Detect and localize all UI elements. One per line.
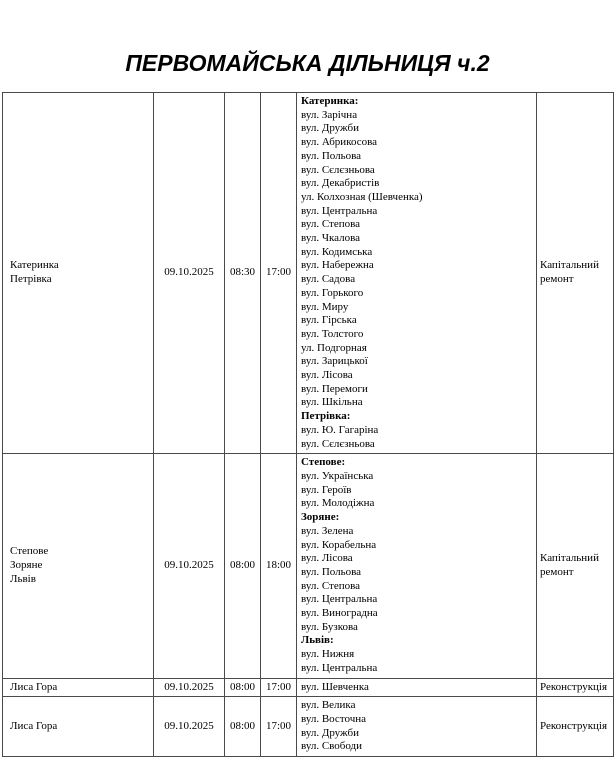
end-time-cell: 17:00 [261,93,297,454]
locality-name: Степове [10,545,49,558]
street-name: вул. Абрикосова [301,136,378,149]
street-name: вул. Зарічна [301,108,358,121]
end-time-cell: 17:00 [261,678,297,697]
street-name: вул. Бузкова [301,620,358,633]
street-name: вул. Гірська [301,314,357,327]
locality-name: Петрівка [10,273,52,286]
locality-name: Катеринка [10,259,59,272]
work-type-cell: Реконструкція [537,678,614,697]
locality-cell [3,454,154,678]
street-name: вул. Польова [301,565,362,578]
street-name: вул. Героїв [301,483,352,496]
street-name: вул. Молодіжна [301,497,375,510]
street-name: вул. Сєлєзньова [301,437,375,450]
page-title: ПЕРВОМАЙСЬКА ДІЛЬНИЦЯ ч.2 [125,50,490,76]
settlement-heading: Зоряне: [301,511,340,524]
work-type-cell: Капітальний ремонт [537,454,614,678]
streets-cell [297,697,537,757]
street-name: вул. Восточна [301,712,366,725]
street-name: вул. Велика [301,699,356,712]
date-cell: 09.10.2025 [154,93,225,454]
locality-cell [3,678,154,697]
street-name: вул. Зелена [301,524,354,537]
street-name: вул. Виноградна [301,607,378,620]
street-name: вул. Українська [301,469,374,482]
street-name: вул. Степова [301,218,361,231]
street-name: вул. Польова [301,149,362,162]
streets-cell [297,454,537,678]
locality-name: Лиса Гора [10,680,58,693]
street-name: вул. Центральна [301,593,378,606]
street-name: вул. Дружби [301,726,359,739]
street-name: вул. Центральна [301,204,378,217]
table-row [3,697,614,757]
locality-cell [3,93,154,454]
work-type-cell: Реконструкція [537,697,614,757]
streets-cell [297,93,537,454]
street-name: ул. Колхозная (Шевченка) [301,190,423,203]
table-row [3,454,614,678]
street-name: вул. Толстого [301,327,364,340]
street-name: вул. Чкалова [301,232,361,245]
locality-name: Зоряне [10,559,43,572]
street-name: вул. Лісова [301,552,353,565]
end-time-cell: 17:00 [261,697,297,757]
date-cell: 09.10.2025 [154,678,225,697]
date-cell: 09.10.2025 [154,697,225,757]
street-name: вул. Зарицької [301,355,368,368]
settlement-heading: Катеринка: [301,95,359,107]
start-time-cell: 08:00 [225,454,261,678]
street-name: вул. Кодимська [301,245,373,258]
table-row [3,93,614,454]
street-name: вул. Сєлєзньова [301,163,375,176]
street-name: ул. Подгорная [301,341,367,354]
street-name: вул. Декабристів [301,177,380,190]
schedule-table-body [3,93,614,757]
end-time-cell: 18:00 [261,454,297,678]
start-time-cell: 08:30 [225,93,261,454]
street-name: вул. Миру [301,300,349,313]
street-name: вул. Горького [301,286,364,299]
street-name: вул. Корабельна [301,538,377,551]
street-name: вул. Шевченка [301,680,369,693]
street-name: вул. Лісова [301,369,353,382]
date-cell: 09.10.2025 [154,454,225,678]
work-type-cell: Капітальний ремонт [537,93,614,454]
locality-cell [3,697,154,757]
street-name: вул. Нижня [301,648,355,661]
street-name: вул. Степова [301,579,361,592]
start-time-cell: 08:00 [225,697,261,757]
start-time-cell: 08:00 [225,678,261,697]
table-row [3,678,614,697]
street-name: вул. Садова [301,273,356,286]
streets-cell [297,678,537,697]
street-name: вул. Ю. Гагаріна [301,423,379,436]
locality-name: Львів [10,572,36,585]
street-name: вул. Набережна [301,259,374,272]
street-name: вул. Шкільна [301,396,363,409]
street-name: вул. Перемоги [301,382,368,395]
locality-name: Лиса Гора [10,719,58,732]
settlement-heading: Львів: [301,634,334,647]
street-name: вул. Центральна [301,661,378,674]
outage-schedule-table [2,92,614,757]
settlement-heading: Петрівка: [301,410,351,423]
street-name: вул. Дружби [301,122,359,135]
settlement-heading: Степове: [301,456,346,469]
street-name: вул. Свободи [301,740,363,753]
